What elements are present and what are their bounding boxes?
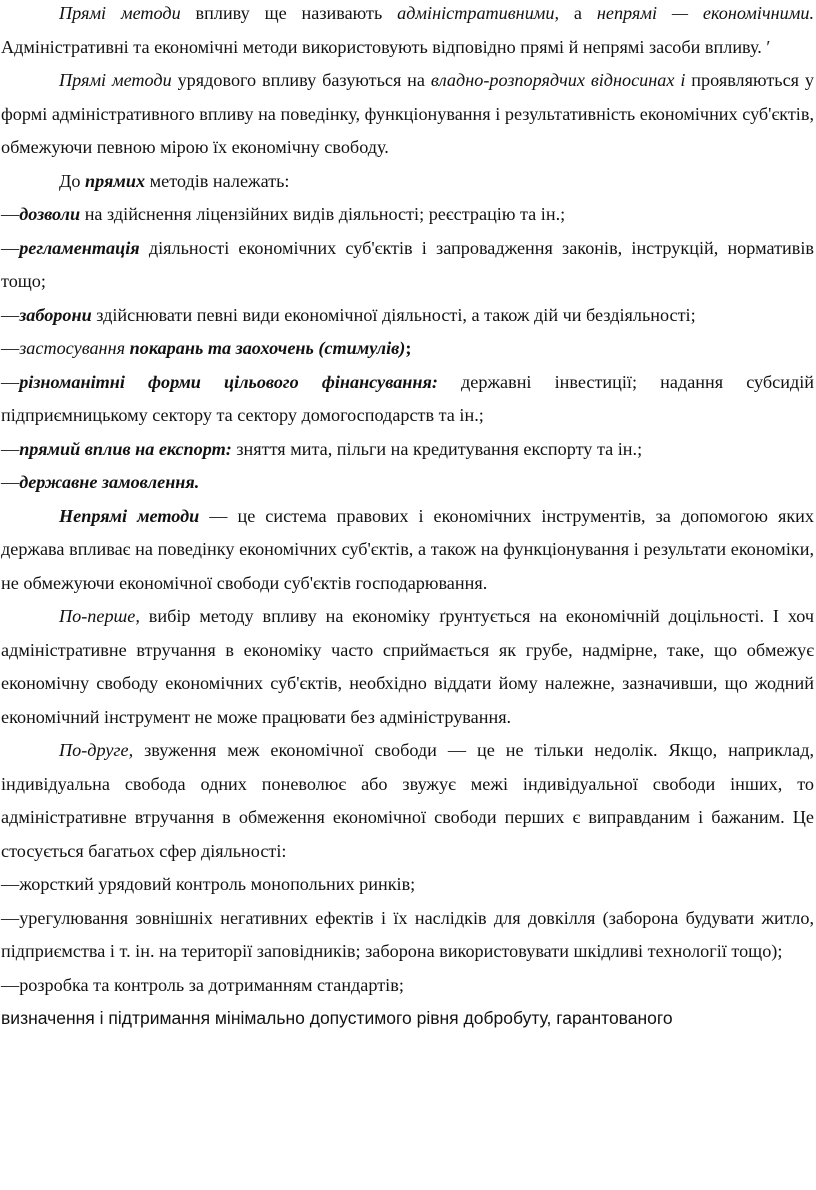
list-item-regulation: —регламентація діяльності економічних суб'єктів і запровадження законів, інструкцій, нормативів тощо; (1, 237, 814, 291)
paragraph-indirect-methods-definition: Непрямі методи — це система правових і економічних інструментів, за допомогою яких держава впливає на поведінку економічних суб'єктів, а також на функціонування і результати економіки, не обмежуючи економічної свободи суб'єктів господарювання. (1, 505, 814, 593)
paragraph-firstly: По-перше, вибір методу впливу на економіку ґрунтується на економічній доцільності. І хоч адміністративне втручання в економіку часто сприймається як грубе, надмірне, таке, що обмежує економічну свободу економічних суб'єктів, необхідно віддати йому належне, зазначивши, що жодний економічний інструмент не може працювати без адміністрування. (1, 606, 814, 727)
list-item-externalities: —урегулювання зовнішніх негативних ефектів і їх наслідків для довкілля (заборона будувати житло, підприємства і т. ін. на території заповідників; заборона використовувати шкідливі технології тощо); (1, 907, 814, 961)
list-item-prohibitions: —заборони здійснювати певні види економічної діяльності, а також дій чи бездіяльності; (1, 304, 696, 325)
list-item-export-influence: —прямий вплив на експорт: зняття мита, пільги на кредитування експорту та ін.; (1, 438, 643, 459)
list-item-state-order: —державне замовлення. (1, 472, 200, 492)
cut-off-last-line: визначення і підтримання мінімально допустимого рівня добробуту, гарантованого (1, 1008, 673, 1028)
paragraph-direct-methods-intro: До прямих методів належать: (59, 170, 290, 191)
paragraph-direct-methods-definition: Прямі методи урядового впливу базуються на владно-розпорядчих відносинах і проявляються у формі адміністративного впливу на поведінку, функціонування і результативність економічних суб'єктів, обмежуючи певною мірою їх економічну свободу. (1, 70, 814, 157)
list-item-penalties-incentives: —застосування покарань та заохочень (стимулів); (1, 338, 412, 358)
list-item-standards: —розробка та контроль за дотриманням стандартів; (1, 974, 404, 995)
paragraph-direct-indirect-methods: Прямі методи впливу ще називають адміністративними, а непрямі — економічними. Адміністративні та економічні методи використовують відповідно прямі й непрямі засоби впливу. ′ (1, 3, 814, 57)
list-item-permits: —дозволи на здійснення ліцензійних видів діяльності; реєстрацію та ін.; (1, 204, 566, 224)
italic-term: Прямі методи (59, 3, 181, 23)
list-item-monopoly-control: —жорсткий урядовий контроль монопольних ринків; (1, 874, 416, 894)
paragraph-secondly: По-друге, звуження меж економічної свободи — це не тільки недолік. Якщо, наприклад, індивідуальна свобода одних поневолює або звужує межі індивідуальної свободи інших, то адміністративне втручання в обмеження економічної свободи перших є виправданим і бажаним. Це стосується багатьох сфер діяльності: (1, 740, 814, 861)
list-item-targeted-financing: —різноманітні форми цільового фінансування: державні інвестиції; надання субсидій підприємницькому сектору та сектору домогосподарств та ін.; (1, 371, 814, 425)
